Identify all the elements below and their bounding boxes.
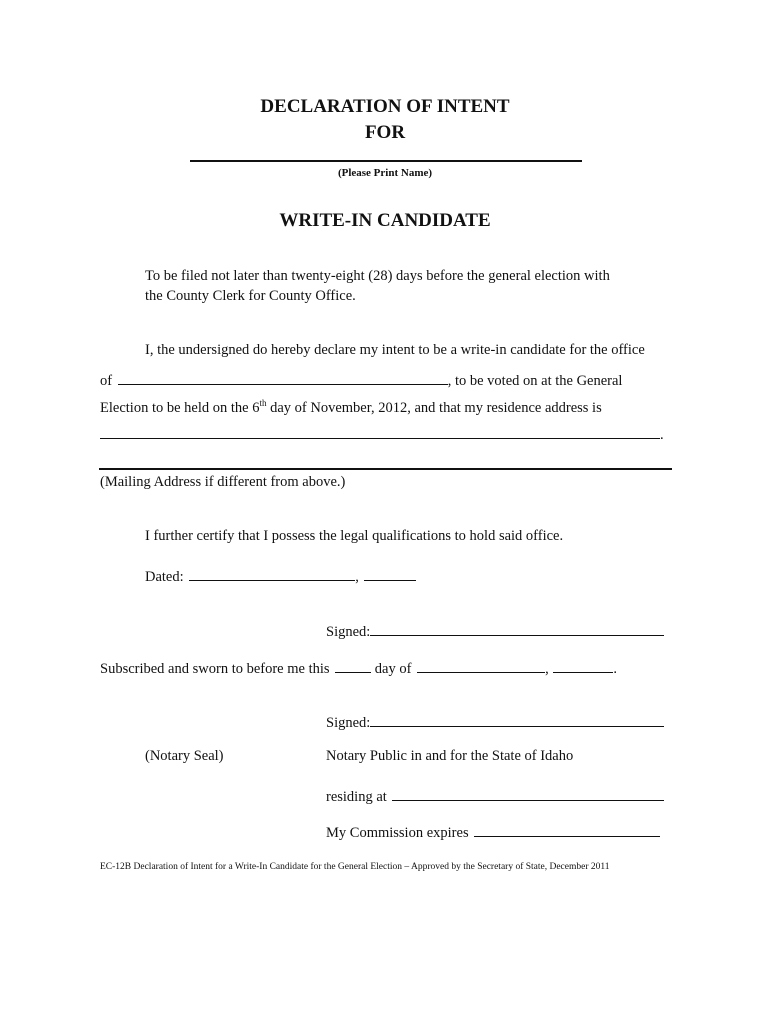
title-line-1: DECLARATION OF INTENT: [260, 96, 510, 117]
title-line-2: FOR: [364, 122, 406, 143]
office-blank[interactable]: [118, 370, 448, 385]
commission-label: My Commission expires: [326, 825, 469, 841]
footer-text: EC-12B Declaration of Intent for a Write-In Candidate for the General Election – Approved by the Secretary of State, December 2011: [100, 862, 610, 872]
intro-line-1: To be filed not later than twenty-eight (28) days before the general election with: [145, 268, 610, 284]
subscribed-comma: ,: [545, 661, 549, 677]
subscribed-period: .: [613, 661, 617, 677]
residence-period: .: [660, 427, 664, 443]
certify-text: I further certify that I possess the legal qualifications to hold said office.: [145, 528, 564, 544]
print-name-label: (Please Print Name): [337, 167, 433, 179]
notary-signed-label: Signed:: [326, 715, 371, 731]
signed-line-1: [326, 621, 664, 641]
subscribed-prefix: Subscribed and sworn to before me this: [100, 661, 330, 677]
residing-label: residing at: [326, 789, 387, 805]
dated-line: [145, 566, 416, 586]
dated-blank[interactable]: [189, 566, 355, 581]
commission-blank[interactable]: [474, 822, 660, 837]
intro-line-2: the County Clerk for County Office.: [145, 288, 356, 304]
dated-year-blank[interactable]: [364, 566, 416, 581]
notary-seal-label: (Notary Seal): [145, 748, 224, 764]
month-blank[interactable]: [417, 658, 545, 673]
residence-blank[interactable]: [100, 424, 660, 439]
election-sup: th: [259, 398, 267, 408]
dated-comma: ,: [355, 569, 359, 585]
day-blank[interactable]: [335, 658, 371, 673]
subscribed-line: [100, 658, 617, 678]
voted-text: , to be voted on at the General: [447, 373, 623, 389]
notary-signature-blank[interactable]: [370, 712, 664, 727]
candidate-name-line[interactable]: [190, 160, 582, 162]
declaration-line-1: I, the undersigned do hereby declare my intent to be a write-in candidate for the office: [145, 342, 645, 358]
signed-label: Signed:: [326, 624, 371, 640]
day-of-label: day of: [374, 661, 412, 677]
notary-public-text: Notary Public in and for the State of Idaho: [326, 748, 574, 764]
dated-label: Dated:: [145, 569, 184, 585]
residing-line: [326, 786, 664, 806]
of-label: of: [100, 373, 113, 389]
election-suffix: day of November, 2012, and that my residence address is: [266, 399, 602, 416]
election-line: [100, 398, 602, 417]
mailing-label: (Mailing Address if different from above.): [100, 474, 346, 490]
mailing-address-line[interactable]: [99, 468, 672, 470]
signed-line-2: [326, 712, 664, 732]
office-line: [100, 370, 622, 390]
signature-blank[interactable]: [370, 621, 664, 636]
commission-line: [326, 822, 660, 842]
residing-blank[interactable]: [392, 786, 664, 801]
election-prefix: Election to be held on the 6: [100, 399, 260, 416]
subtitle: WRITE-IN CANDIDATE: [279, 210, 491, 231]
residence-line: [100, 424, 664, 444]
year-blank[interactable]: [553, 658, 613, 673]
